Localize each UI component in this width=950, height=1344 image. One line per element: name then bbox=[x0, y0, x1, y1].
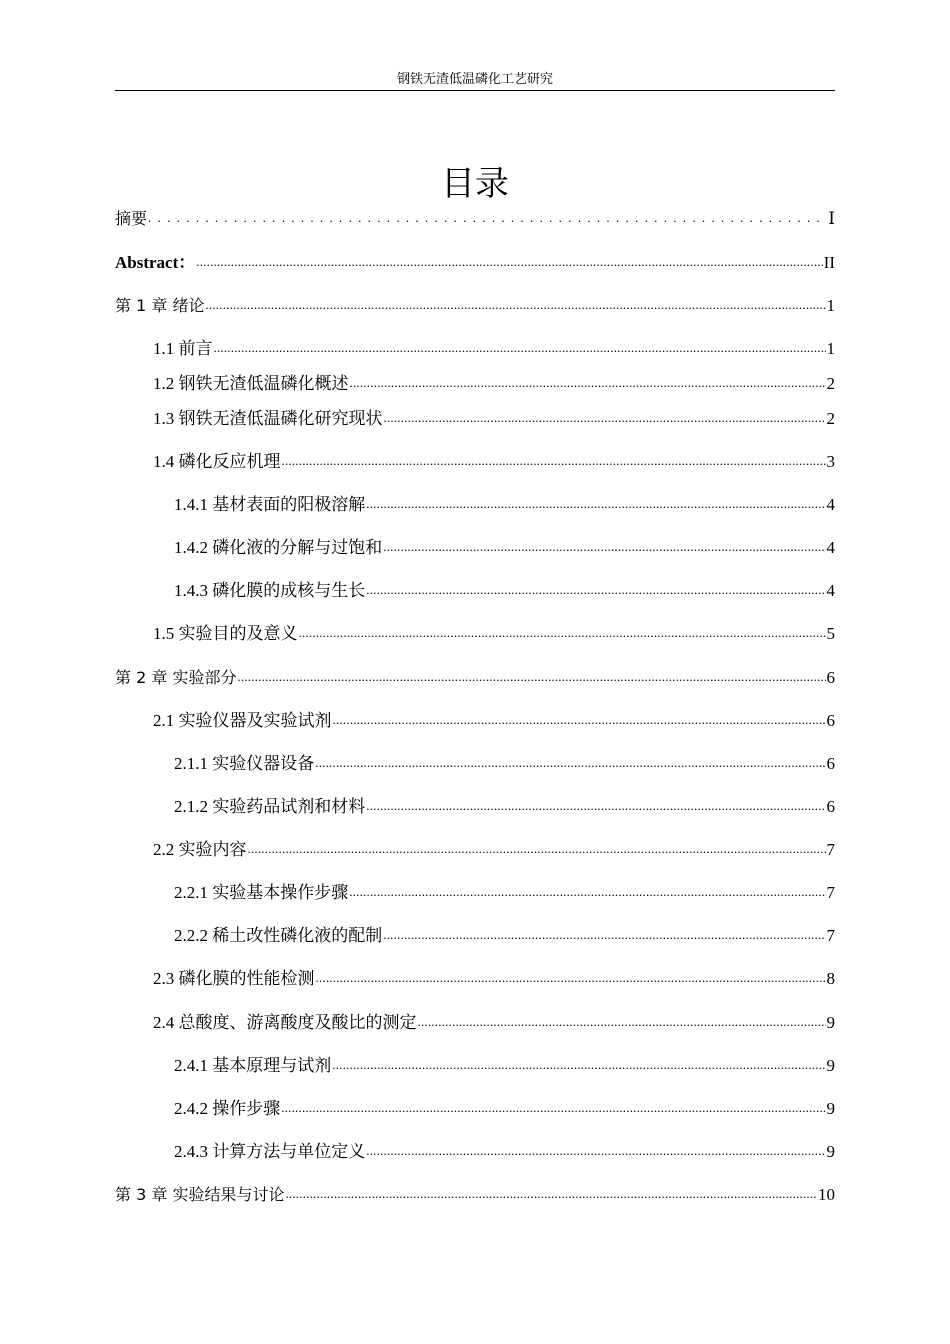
dot-leader bbox=[315, 754, 825, 772]
dot-leader bbox=[282, 452, 826, 470]
toc-entry[interactable] bbox=[153, 621, 835, 645]
toc-title: 目录 bbox=[441, 164, 509, 204]
toc-entry-title: 第 1 章 绪论 bbox=[115, 296, 205, 315]
dot-leader bbox=[316, 969, 826, 987]
header-rule bbox=[115, 90, 835, 91]
toc-entry-page: 7 bbox=[826, 926, 835, 945]
toc-entry-title: 2.1 实验仪器及实验试剂 bbox=[153, 711, 332, 730]
toc-entry-title: 2.2.2 稀土改性磷化液的配制 bbox=[174, 926, 383, 945]
toc-entry-page: 10 bbox=[818, 1185, 835, 1204]
dot-leader bbox=[350, 374, 826, 392]
toc-entry-title: 1.4.1 基材表面的阳极溶解 bbox=[174, 495, 366, 514]
toc-entry-page: 2 bbox=[826, 374, 835, 393]
dot-leader bbox=[349, 883, 825, 901]
toc-entry-page: 4 bbox=[826, 495, 835, 514]
toc-entry-title: 1.5 实验目的及意义 bbox=[153, 624, 298, 643]
toc-entry[interactable] bbox=[174, 923, 835, 947]
dot-leader bbox=[248, 840, 826, 858]
toc-entry[interactable] bbox=[153, 336, 835, 360]
toc-entry[interactable] bbox=[153, 1010, 835, 1034]
toc-entry-title: 2.4.1 基本原理与试剂 bbox=[174, 1056, 332, 1075]
toc-entry-page: 6 bbox=[826, 754, 835, 773]
toc-entry[interactable] bbox=[174, 1053, 835, 1077]
dot-leader bbox=[281, 1099, 825, 1117]
toc-entry-page: 6 bbox=[826, 711, 835, 730]
dot-leader bbox=[366, 797, 825, 815]
toc-entry[interactable] bbox=[174, 492, 835, 516]
dot-leader bbox=[366, 1142, 825, 1160]
toc-entry[interactable] bbox=[174, 1139, 835, 1163]
toc-entry-title: 1.4.3 磷化膜的成核与生长 bbox=[174, 581, 366, 600]
toc-entry-page: 8 bbox=[826, 969, 835, 988]
toc-entry-title: 2.1.1 实验仪器设备 bbox=[174, 754, 315, 773]
toc-entry[interactable] bbox=[174, 578, 835, 602]
toc-entry-title: 1.4 磷化反应机理 bbox=[153, 452, 281, 471]
dot-leader bbox=[299, 624, 826, 642]
toc-entry-page: 2 bbox=[826, 409, 835, 428]
toc-entry-page: II bbox=[823, 253, 835, 272]
toc-entry-page: 4 bbox=[826, 538, 835, 557]
toc-entry-title: 1.3 钢铁无渣低温磷化研究现状 bbox=[153, 409, 383, 428]
toc-entry-page: 5 bbox=[826, 624, 835, 643]
toc-entry[interactable] bbox=[153, 966, 835, 990]
dot-leader bbox=[383, 926, 825, 944]
dot-leader bbox=[418, 1013, 826, 1031]
toc-entry-page: 6 bbox=[826, 797, 835, 816]
dot-leader bbox=[384, 409, 826, 427]
dot-leader bbox=[205, 296, 825, 314]
dot-leader bbox=[366, 581, 825, 599]
toc-entry[interactable] bbox=[174, 535, 835, 559]
toc-entry-title: 2.4.2 操作步骤 bbox=[174, 1099, 281, 1118]
dot-leader bbox=[196, 253, 822, 271]
toc-entry-title: 2.4 总酸度、游离酸度及酸比的测定 bbox=[153, 1013, 417, 1032]
toc-entry-title: 2.2 实验内容 bbox=[153, 840, 247, 859]
dot-leader bbox=[285, 1185, 817, 1203]
toc-entry-page: Ⅰ bbox=[828, 209, 835, 228]
toc-entry[interactable] bbox=[174, 794, 835, 818]
toc-entry-page: 9 bbox=[826, 1099, 835, 1118]
dot-leader bbox=[366, 495, 825, 513]
toc-entry-page: 9 bbox=[826, 1013, 835, 1032]
toc-entry-page: 6 bbox=[826, 668, 835, 687]
dot-leader bbox=[148, 209, 827, 227]
dot-leader bbox=[383, 538, 825, 556]
toc-entry-title: 摘要 bbox=[115, 209, 148, 228]
toc-entry-title: Abstract： bbox=[115, 253, 196, 272]
toc-entry[interactable] bbox=[153, 449, 835, 473]
toc-entry[interactable] bbox=[115, 206, 835, 230]
toc-entry-page: 4 bbox=[826, 581, 835, 600]
toc-entry[interactable] bbox=[153, 708, 835, 732]
toc-entry[interactable] bbox=[174, 751, 835, 775]
toc-entry-page: 3 bbox=[826, 452, 835, 471]
toc-entry[interactable] bbox=[115, 1182, 835, 1206]
toc-entry-title: 2.1.2 实验药品试剂和材料 bbox=[174, 797, 366, 816]
toc-entry-title: 1.1 前言 bbox=[153, 339, 213, 358]
dot-leader bbox=[332, 1056, 825, 1074]
toc-entry-title: 2.2.1 实验基本操作步骤 bbox=[174, 883, 349, 902]
toc-entry[interactable] bbox=[153, 837, 835, 861]
dot-leader bbox=[333, 711, 826, 729]
toc-entry-page: 1 bbox=[826, 339, 835, 358]
toc-entry[interactable] bbox=[115, 250, 835, 274]
toc-entry-page: 1 bbox=[826, 296, 835, 315]
toc-entry[interactable] bbox=[115, 293, 835, 317]
toc-entry-page: 9 bbox=[826, 1056, 835, 1075]
toc-entry[interactable] bbox=[174, 1096, 835, 1120]
toc-entry-page: 7 bbox=[826, 840, 835, 859]
toc-entry-title: 1.2 钢铁无渣低温磷化概述 bbox=[153, 374, 349, 393]
toc-entry-title: 2.3 磷化膜的性能检测 bbox=[153, 969, 315, 988]
toc-entry-page: 7 bbox=[826, 883, 835, 902]
running-header: 钢铁无渣低温磷化工艺研究 bbox=[396, 71, 553, 86]
toc-entry-title: 第 3 章 实验结果与讨论 bbox=[115, 1185, 285, 1204]
dot-leader bbox=[237, 668, 825, 686]
toc-entry[interactable] bbox=[153, 406, 835, 430]
toc-entry-title: 第 2 章 实验部分 bbox=[115, 668, 237, 687]
toc-entry[interactable] bbox=[153, 371, 835, 395]
dot-leader bbox=[214, 339, 826, 357]
toc-entry-title: 1.4.2 磷化液的分解与过饱和 bbox=[174, 538, 383, 557]
toc-entry[interactable] bbox=[115, 665, 835, 689]
toc-entry-title: 2.4.3 计算方法与单位定义 bbox=[174, 1142, 366, 1161]
toc-entry-page: 9 bbox=[826, 1142, 835, 1161]
toc-entry[interactable] bbox=[174, 880, 835, 904]
